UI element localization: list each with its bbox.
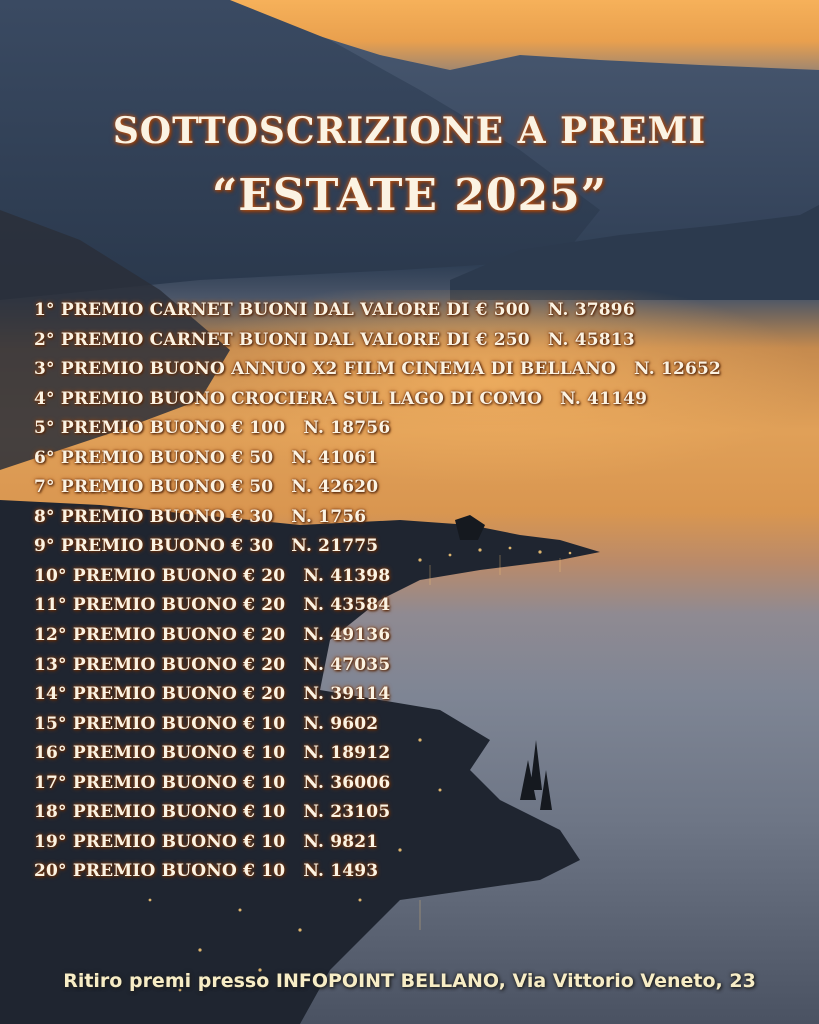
ticket-number: N. 49136	[303, 625, 391, 646]
ticket-number: N. 9602	[303, 713, 379, 734]
ticket-number: N. 41398	[303, 565, 391, 586]
prize-item-15	[34, 710, 721, 740]
prize-item-8	[34, 503, 721, 533]
ticket-number: N. 1493	[303, 861, 379, 882]
ticket-number: N. 12652	[634, 359, 722, 380]
prize-label: 6° PREMIO BUONO € 50	[34, 447, 274, 468]
prize-item-20	[34, 857, 721, 887]
ticket-number: N. 21775	[291, 536, 379, 557]
prize-label: 2° PREMIO CARNET BUONI DAL VALORE DI € 250	[34, 329, 530, 350]
prize-label: 4° PREMIO BUONO CROCIERA SUL LAGO DI COMO	[34, 388, 543, 409]
ticket-number: N. 1756	[291, 506, 367, 527]
prize-item-5	[34, 414, 721, 444]
prize-label: 3° PREMIO BUONO ANNUO X2 FILM CINEMA DI BELLANO	[34, 359, 617, 380]
prize-item-10	[34, 562, 721, 592]
ticket-number: N. 45813	[547, 329, 635, 350]
prize-label: 1° PREMIO CARNET BUONI DAL VALORE DI € 500	[34, 300, 530, 320]
ticket-number: N. 18912	[303, 743, 391, 764]
prize-label: 17° PREMIO BUONO € 10	[34, 772, 286, 793]
prize-item-16	[34, 739, 721, 769]
prize-label: 12° PREMIO BUONO € 20	[34, 625, 286, 646]
ticket-number: N. 18756	[303, 418, 391, 439]
prize-item-1	[34, 296, 721, 326]
prize-item-18	[34, 798, 721, 828]
ticket-number: N. 41149	[560, 388, 648, 409]
prize-label: 5° PREMIO BUONO € 100	[34, 418, 286, 439]
ticket-number: N. 23105	[303, 802, 391, 823]
ticket-number: N. 36006	[303, 772, 391, 793]
prize-label: 18° PREMIO BUONO € 10	[34, 802, 286, 823]
ticket-number: N. 37896	[547, 300, 635, 320]
prize-item-9	[34, 532, 721, 562]
prize-item-3	[34, 355, 721, 385]
prize-label: 13° PREMIO BUONO € 20	[34, 654, 286, 675]
prize-item-11	[34, 591, 721, 621]
prize-label: 16° PREMIO BUONO € 10	[34, 743, 286, 764]
ticket-number: N. 47035	[303, 654, 391, 675]
prize-item-12	[34, 621, 721, 651]
prize-label: 14° PREMIO BUONO € 20	[34, 684, 286, 705]
prize-label: 7° PREMIO BUONO € 50	[34, 477, 274, 498]
prize-label: 20° PREMIO BUONO € 10	[34, 861, 286, 882]
prize-item-17	[34, 769, 721, 799]
pickup-info: Ritiro premi presso INFOPOINT BELLANO, Via Vittorio Veneto, 23	[63, 970, 756, 992]
prize-label: 15° PREMIO BUONO € 10	[34, 713, 286, 734]
prize-item-14	[34, 680, 721, 710]
prize-item-6	[34, 444, 721, 474]
prize-item-19	[34, 828, 721, 858]
prize-item-13	[34, 651, 721, 681]
prize-item-7	[34, 473, 721, 503]
prize-label: 19° PREMIO BUONO € 10	[34, 831, 286, 852]
prize-label: 8° PREMIO BUONO € 30	[34, 506, 274, 527]
poster-title: SOTTOSCRIZIONE A PREMI	[112, 110, 707, 152]
poster-subtitle: “ESTATE 2025”	[211, 170, 608, 221]
prize-label: 10° PREMIO BUONO € 20	[34, 565, 286, 586]
prize-item-2	[34, 326, 721, 356]
ticket-number: N. 9821	[303, 831, 379, 852]
prize-item-4	[34, 385, 721, 415]
prize-label: 11° PREMIO BUONO € 20	[34, 595, 286, 616]
ticket-number: N. 43584	[303, 595, 391, 616]
prize-list	[34, 296, 721, 887]
prize-label: 9° PREMIO BUONO € 30	[34, 536, 274, 557]
ticket-number: N. 39114	[303, 684, 391, 705]
ticket-number: N. 41061	[291, 447, 379, 468]
ticket-number: N. 42620	[291, 477, 379, 498]
